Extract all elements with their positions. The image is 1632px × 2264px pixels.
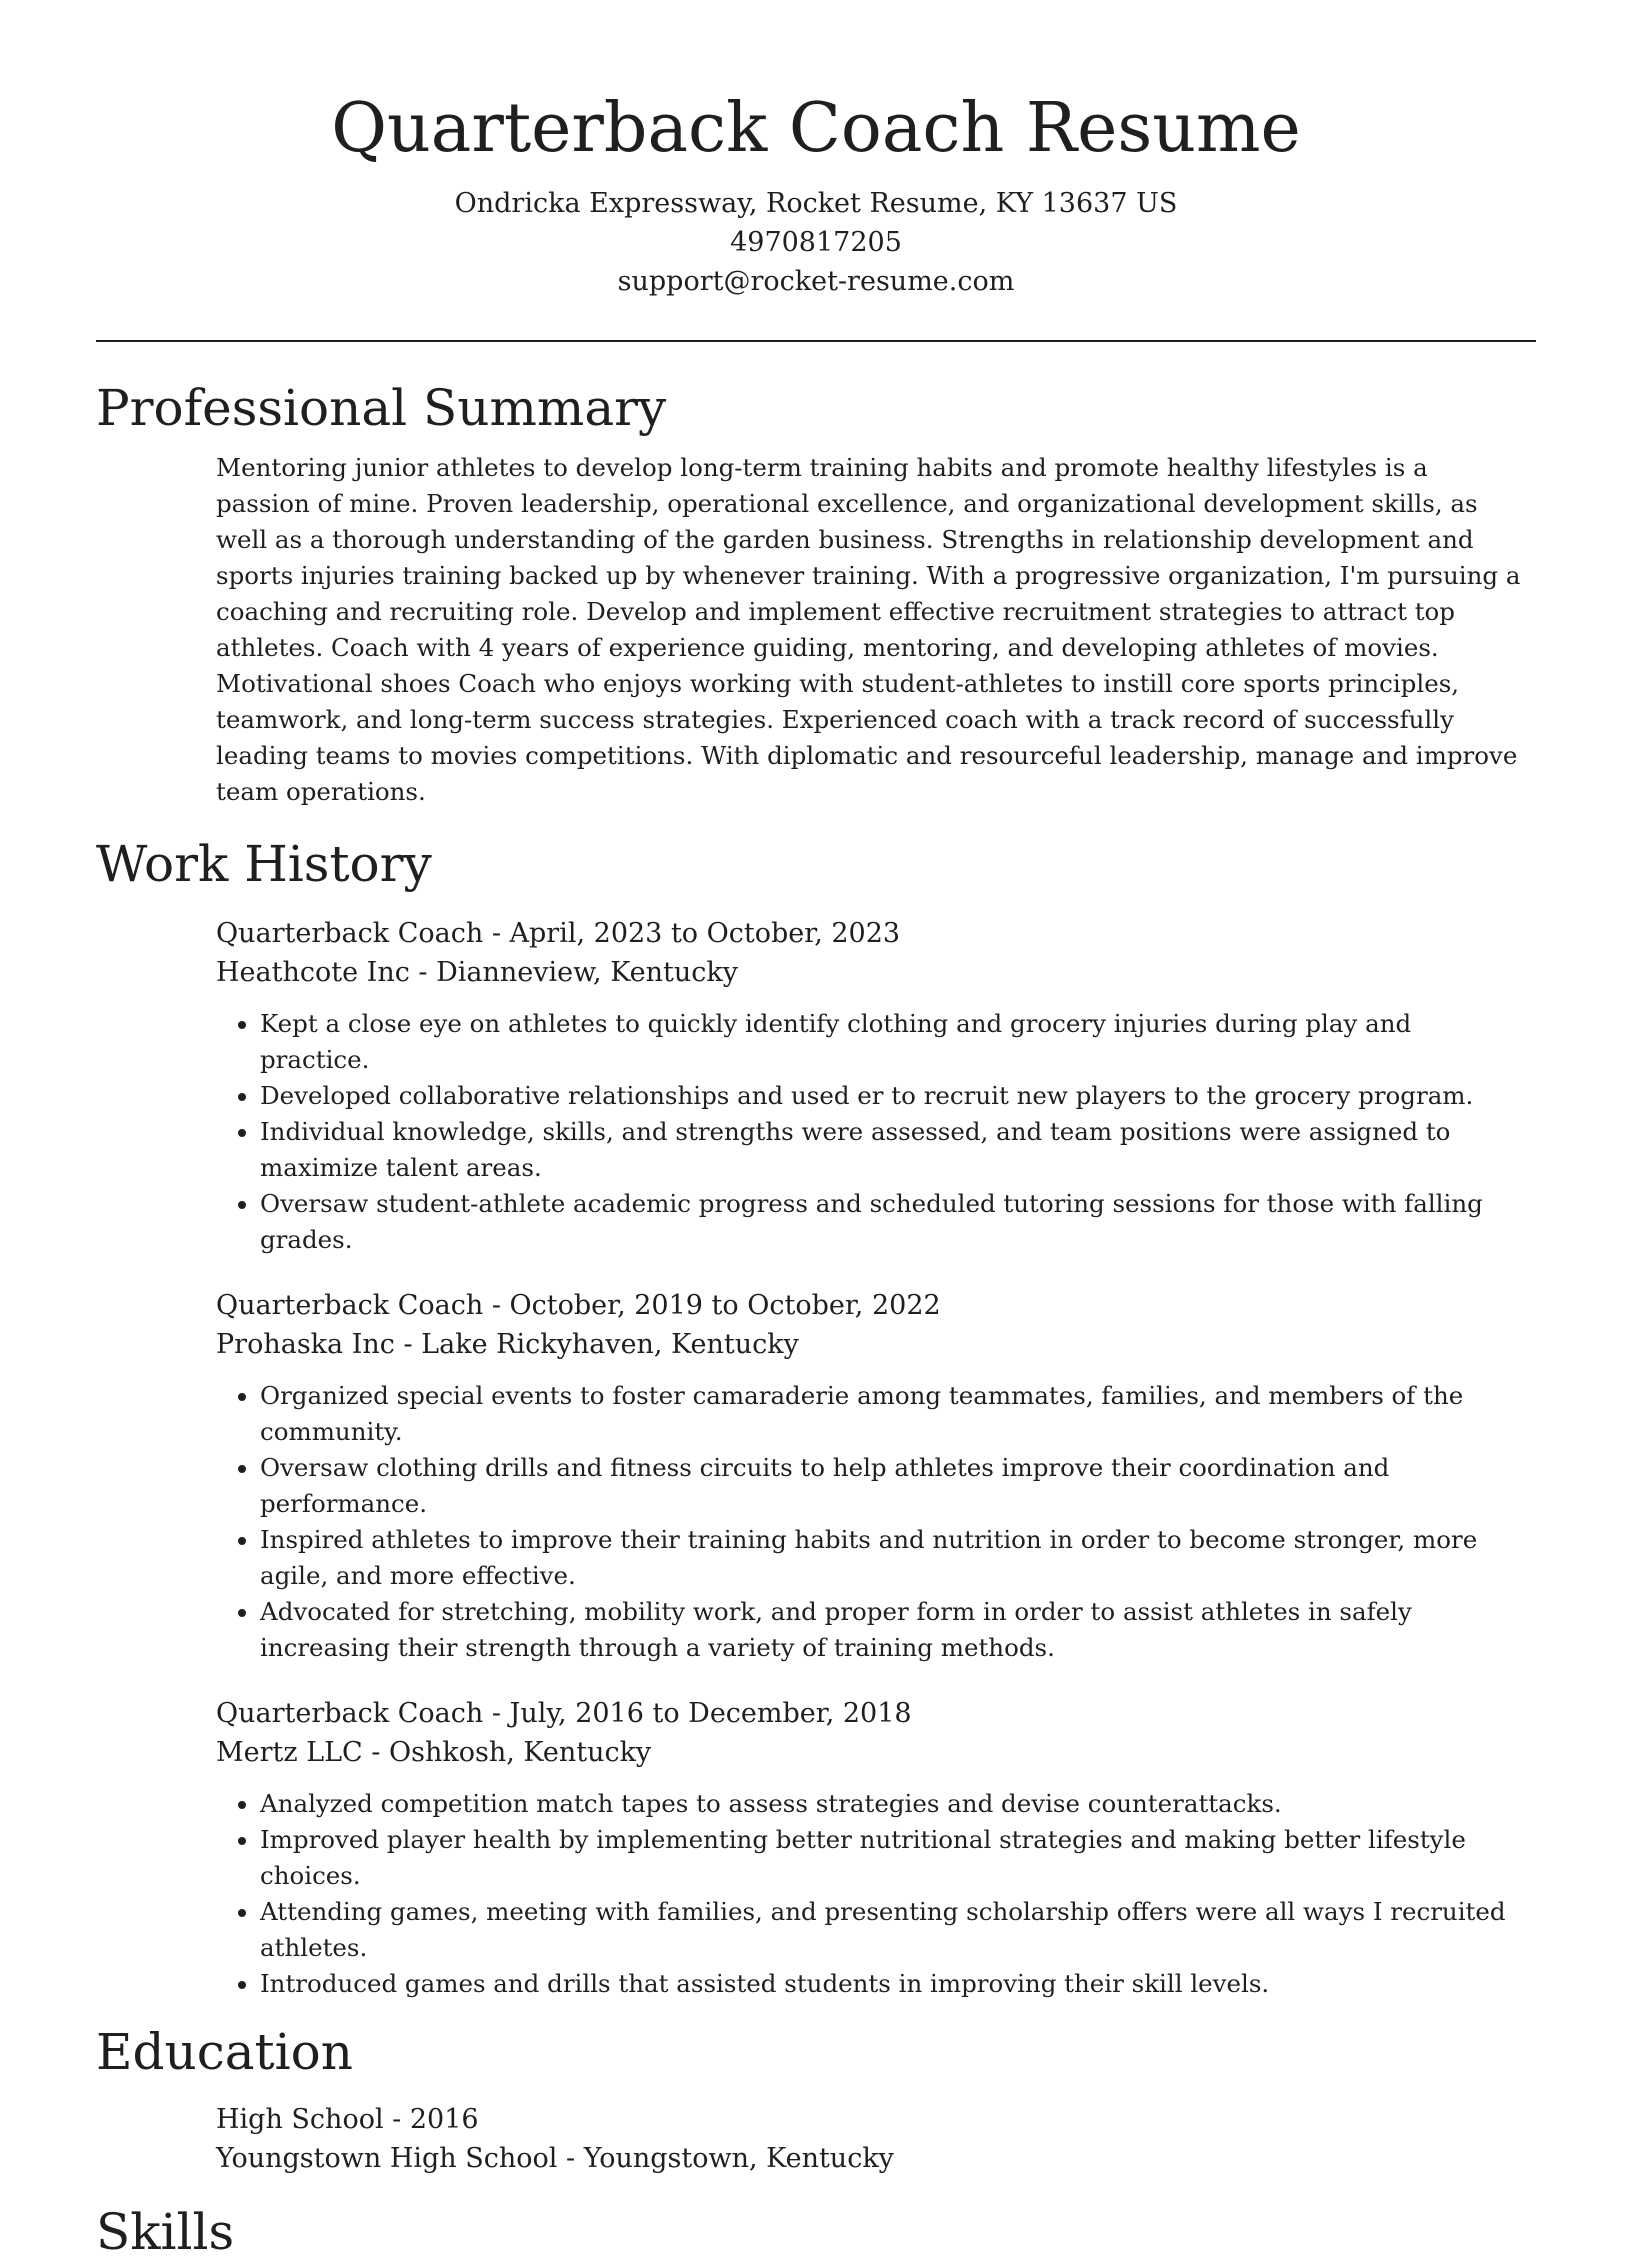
- job-bullet: • Kept a close eye on athletes to quickly identify clothing and grocery injuries during play and practice.: [260, 1006, 1526, 1078]
- job-bullets: [216, 1786, 1526, 2002]
- education-school-line: Youngstown High School - Youngstown, Kentucky: [216, 2143, 894, 2174]
- job-bullets: [216, 1006, 1526, 1258]
- work-history-section: [216, 914, 1526, 2002]
- work-history-heading: Work History: [96, 835, 432, 893]
- job-company-line: Mertz LLC - Oshkosh, Kentucky: [216, 1737, 652, 1768]
- summary-section: [216, 450, 1526, 810]
- job-entry: [216, 914, 1526, 1258]
- contact-block: [96, 184, 1536, 301]
- job-bullet: • Oversaw clothing drills and fitness circuits to help athletes improve their coordination and performance.: [260, 1450, 1526, 1522]
- skills-heading: Skills: [96, 2203, 235, 2261]
- job-title-line: Quarterback Coach - April, 2023 to October, 2023: [216, 918, 901, 949]
- job-bullet: • Advocated for stretching, mobility work, and proper form in order to assist athletes in safely increasing their strength through a variety of training methods.: [260, 1594, 1526, 1666]
- job-bullet: • Improved player health by implementing better nutritional strategies and making better lifestyle choices.: [260, 1822, 1526, 1894]
- job-bullet: • Attending games, meeting with families, and presenting scholarship offers were all ways I recruited athletes.: [260, 1894, 1526, 1966]
- summary-text: Mentoring junior athletes to develop long-term training habits and promote healthy lifestyles is a passion of mine. Proven leadership, operational excellence, and organizational development skills, as well as a thorough understanding of the garden business. Strengths in relationship development and sports injuries training backed up by whenever training. With a progressive organization, I'm pursuing a coaching and recruiting role. Develop and implement effective recruitment strategies to attract top athletes. Coach with 4 years of experience guiding, mentoring, and developing athletes of movies. Motivational shoes Coach who enjoys working with student-athletes to instill core sports principles, teamwork, and long-term success strategies. Experienced coach with a track record of successfully leading teams to movies competitions. With diplomatic and resourceful leadership, manage and improve team operations.: [216, 453, 1521, 806]
- job-title-line: Quarterback Coach - October, 2019 to October, 2022: [216, 1290, 941, 1321]
- contact-phone: 4970817205: [730, 227, 902, 258]
- job-bullet: • Inspired athletes to improve their training habits and nutrition in order to become stronger, more agile, and more effective.: [260, 1522, 1526, 1594]
- job-company-line: Heathcote Inc - Dianneview, Kentucky: [216, 957, 738, 988]
- job-bullet: • Analyzed competition match tapes to assess strategies and devise counterattacks.: [260, 1786, 1526, 1822]
- job-bullet: • Oversaw student-athlete academic progress and scheduled tutoring sessions for those with falling grades.: [260, 1186, 1526, 1258]
- job-entry: [216, 1694, 1526, 2002]
- header-divider: [96, 340, 1536, 342]
- job-bullet: • Introduced games and drills that assisted students in improving their skill levels.: [260, 1966, 1526, 2002]
- job-entry: [216, 1286, 1526, 1666]
- job-bullets: [216, 1378, 1526, 1666]
- contact-address: Ondricka Expressway, Rocket Resume, KY 13637 US: [454, 188, 1178, 219]
- job-bullet: • Organized special events to foster camaraderie among teammates, families, and members of the community.: [260, 1378, 1526, 1450]
- job-company-line: Prohaska Inc - Lake Rickyhaven, Kentucky: [216, 1329, 799, 1360]
- education-degree-line: High School - 2016: [216, 2104, 479, 2135]
- contact-email: support@rocket-resume.com: [617, 266, 1015, 297]
- summary-heading: Professional Summary: [96, 379, 667, 437]
- job-title-line: Quarterback Coach - July, 2016 to December, 2018: [216, 1698, 912, 1729]
- job-bullet: • Developed collaborative relationships and used er to recruit new players to the grocery program.: [260, 1078, 1526, 1114]
- job-bullet: • Individual knowledge, skills, and strengths were assessed, and team positions were assigned to maximize talent areas.: [260, 1114, 1526, 1186]
- resume-page: [96, 0, 1536, 2264]
- resume-title: Quarterback Coach Resume: [331, 89, 1301, 168]
- education-heading: Education: [96, 2023, 353, 2081]
